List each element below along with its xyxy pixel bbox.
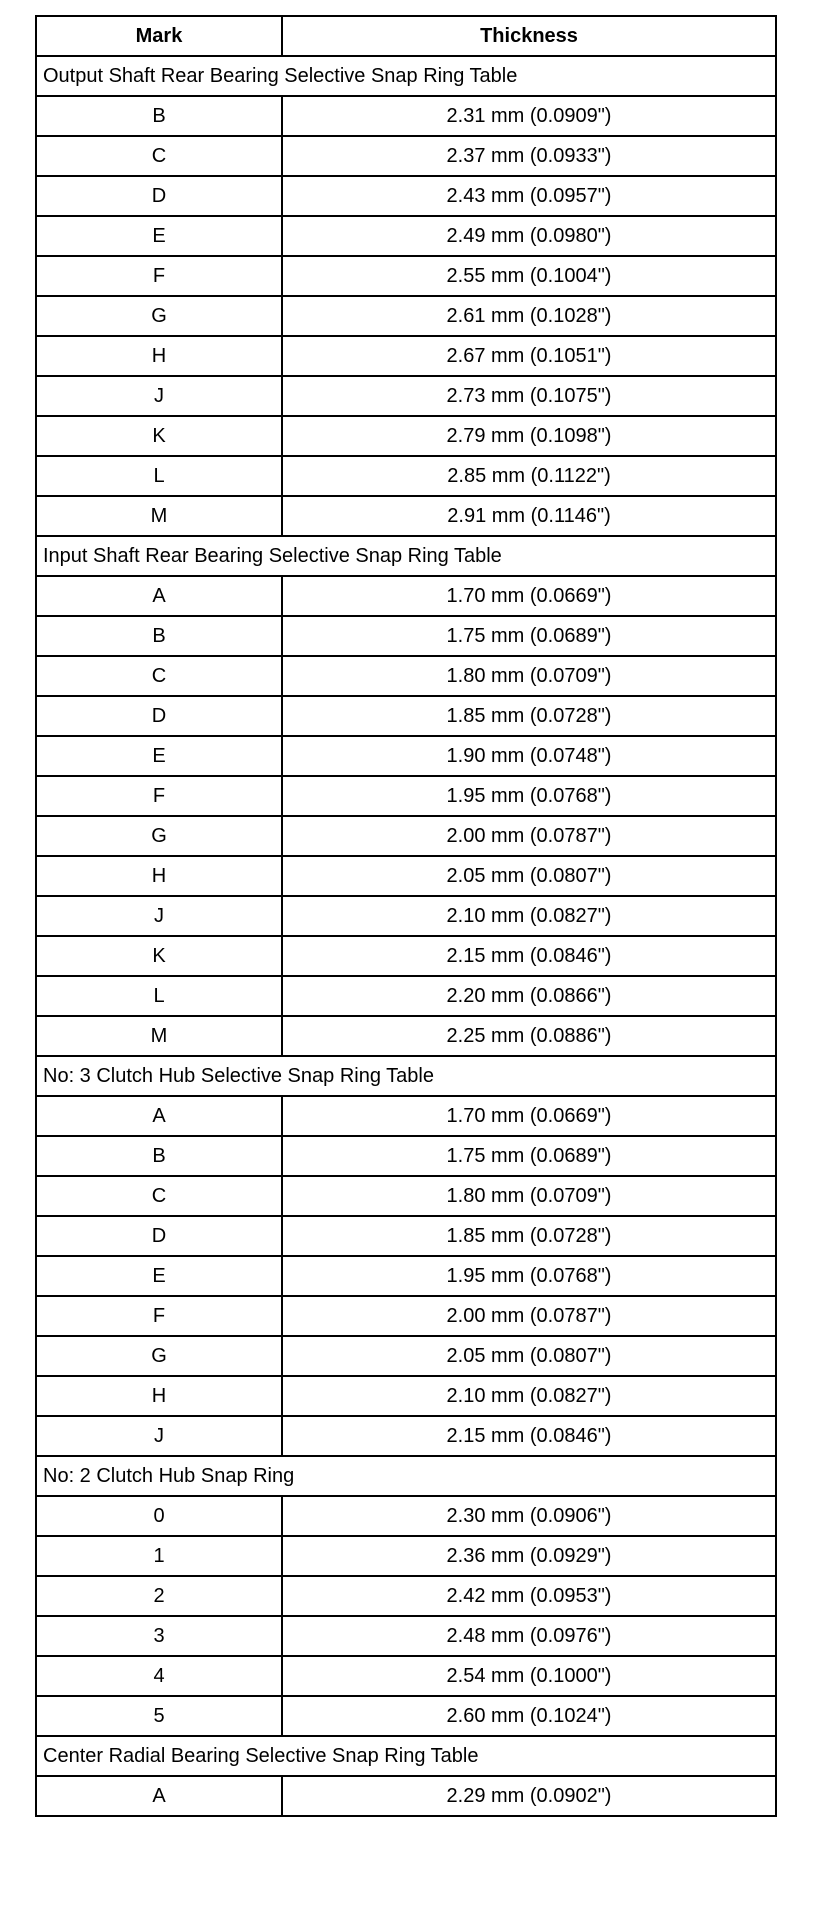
snap-ring-table	[35, 15, 777, 1817]
thickness-cell: 2.15 mm (0.0846")	[282, 1416, 776, 1456]
mark-cell: H	[36, 1376, 282, 1416]
thickness-cell: 1.70 mm (0.0669")	[282, 1096, 776, 1136]
thickness-cell: 1.85 mm (0.0728")	[282, 696, 776, 736]
table-row	[36, 1776, 776, 1816]
mark-cell: E	[36, 1256, 282, 1296]
table-row	[36, 216, 776, 256]
mark-cell: 5	[36, 1696, 282, 1736]
thickness-cell: 2.73 mm (0.1075")	[282, 376, 776, 416]
table-row	[36, 936, 776, 976]
thickness-cell: 2.20 mm (0.0866")	[282, 976, 776, 1016]
mark-cell: J	[36, 376, 282, 416]
mark-cell: F	[36, 1296, 282, 1336]
section-title-row	[36, 1456, 776, 1496]
table-body	[36, 56, 776, 1816]
mark-cell: B	[36, 616, 282, 656]
column-header-thickness: Thickness	[282, 16, 776, 56]
table-row	[36, 1416, 776, 1456]
mark-cell: C	[36, 1176, 282, 1216]
mark-cell: F	[36, 256, 282, 296]
thickness-cell: 2.00 mm (0.0787")	[282, 1296, 776, 1336]
thickness-cell: 2.30 mm (0.0906")	[282, 1496, 776, 1536]
thickness-cell: 2.31 mm (0.0909")	[282, 96, 776, 136]
mark-cell: E	[36, 216, 282, 256]
thickness-cell: 2.05 mm (0.0807")	[282, 1336, 776, 1376]
table-row	[36, 976, 776, 1016]
mark-cell: H	[36, 856, 282, 896]
table-row	[36, 1576, 776, 1616]
table-row	[36, 1376, 776, 1416]
thickness-cell: 1.70 mm (0.0669")	[282, 576, 776, 616]
mark-cell: A	[36, 576, 282, 616]
table-row	[36, 1656, 776, 1696]
thickness-cell: 2.37 mm (0.0933")	[282, 136, 776, 176]
mark-cell: A	[36, 1096, 282, 1136]
table-row	[36, 776, 776, 816]
table-row	[36, 1136, 776, 1176]
thickness-cell: 2.67 mm (0.1051")	[282, 336, 776, 376]
thickness-cell: 2.42 mm (0.0953")	[282, 1576, 776, 1616]
table-row	[36, 1176, 776, 1216]
mark-cell: D	[36, 696, 282, 736]
mark-cell: L	[36, 976, 282, 1016]
section-title-row	[36, 536, 776, 576]
table-row	[36, 1496, 776, 1536]
mark-cell: G	[36, 816, 282, 856]
table-row	[36, 256, 776, 296]
thickness-cell: 2.10 mm (0.0827")	[282, 1376, 776, 1416]
table-row	[36, 96, 776, 136]
table-row	[36, 1216, 776, 1256]
thickness-cell: 2.10 mm (0.0827")	[282, 896, 776, 936]
table-row	[36, 1096, 776, 1136]
thickness-cell: 2.60 mm (0.1024")	[282, 1696, 776, 1736]
mark-cell: E	[36, 736, 282, 776]
table-row	[36, 296, 776, 336]
table-row	[36, 376, 776, 416]
mark-cell: C	[36, 136, 282, 176]
section-title-row	[36, 1736, 776, 1776]
thickness-cell: 1.95 mm (0.0768")	[282, 776, 776, 816]
section-title: Center Radial Bearing Selective Snap Ring Table	[36, 1736, 776, 1776]
thickness-cell: 1.75 mm (0.0689")	[282, 1136, 776, 1176]
thickness-cell: 2.15 mm (0.0846")	[282, 936, 776, 976]
thickness-cell: 2.91 mm (0.1146")	[282, 496, 776, 536]
table-header-row	[36, 16, 776, 56]
table-row	[36, 856, 776, 896]
section-title: Input Shaft Rear Bearing Selective Snap Ring Table	[36, 536, 776, 576]
mark-cell: B	[36, 1136, 282, 1176]
mark-cell: F	[36, 776, 282, 816]
mark-cell: A	[36, 1776, 282, 1816]
table-row	[36, 1336, 776, 1376]
mark-cell: C	[36, 656, 282, 696]
table-row	[36, 816, 776, 856]
section-title: No: 3 Clutch Hub Selective Snap Ring Table	[36, 1056, 776, 1096]
thickness-cell: 1.90 mm (0.0748")	[282, 736, 776, 776]
mark-cell: J	[36, 1416, 282, 1456]
table-row	[36, 576, 776, 616]
thickness-cell: 2.48 mm (0.0976")	[282, 1616, 776, 1656]
table-row	[36, 1296, 776, 1336]
section-title-row	[36, 1056, 776, 1096]
table-row	[36, 1616, 776, 1656]
thickness-cell: 1.75 mm (0.0689")	[282, 616, 776, 656]
mark-cell: G	[36, 296, 282, 336]
table-row	[36, 496, 776, 536]
mark-cell: 1	[36, 1536, 282, 1576]
thickness-cell: 2.05 mm (0.0807")	[282, 856, 776, 896]
mark-cell: D	[36, 1216, 282, 1256]
mark-cell: J	[36, 896, 282, 936]
section-title: No: 2 Clutch Hub Snap Ring	[36, 1456, 776, 1496]
mark-cell: K	[36, 416, 282, 456]
table-row	[36, 1536, 776, 1576]
thickness-cell: 2.36 mm (0.0929")	[282, 1536, 776, 1576]
thickness-cell: 2.55 mm (0.1004")	[282, 256, 776, 296]
mark-cell: 0	[36, 1496, 282, 1536]
mark-cell: M	[36, 1016, 282, 1056]
mark-cell: B	[36, 96, 282, 136]
thickness-cell: 2.43 mm (0.0957")	[282, 176, 776, 216]
thickness-cell: 2.29 mm (0.0902")	[282, 1776, 776, 1816]
thickness-cell: 2.54 mm (0.1000")	[282, 1656, 776, 1696]
table-row	[36, 656, 776, 696]
table-row	[36, 456, 776, 496]
mark-cell: K	[36, 936, 282, 976]
section-title: Output Shaft Rear Bearing Selective Snap Ring Table	[36, 56, 776, 96]
mark-cell: 3	[36, 1616, 282, 1656]
table-row	[36, 696, 776, 736]
thickness-cell: 2.85 mm (0.1122")	[282, 456, 776, 496]
mark-cell: H	[36, 336, 282, 376]
thickness-cell: 2.79 mm (0.1098")	[282, 416, 776, 456]
table-row	[36, 616, 776, 656]
thickness-cell: 2.25 mm (0.0886")	[282, 1016, 776, 1056]
thickness-cell: 2.00 mm (0.0787")	[282, 816, 776, 856]
table-row	[36, 416, 776, 456]
thickness-cell: 1.95 mm (0.0768")	[282, 1256, 776, 1296]
table-row	[36, 336, 776, 376]
table-row	[36, 1016, 776, 1056]
thickness-cell: 2.61 mm (0.1028")	[282, 296, 776, 336]
column-header-mark: Mark	[36, 16, 282, 56]
mark-cell: M	[36, 496, 282, 536]
mark-cell: G	[36, 1336, 282, 1376]
thickness-cell: 1.85 mm (0.0728")	[282, 1216, 776, 1256]
table-row	[36, 1696, 776, 1736]
thickness-cell: 2.49 mm (0.0980")	[282, 216, 776, 256]
mark-cell: L	[36, 456, 282, 496]
section-title-row	[36, 56, 776, 96]
thickness-cell: 1.80 mm (0.0709")	[282, 1176, 776, 1216]
thickness-cell: 1.80 mm (0.0709")	[282, 656, 776, 696]
table-row	[36, 736, 776, 776]
mark-cell: 4	[36, 1656, 282, 1696]
table-row	[36, 136, 776, 176]
mark-cell: 2	[36, 1576, 282, 1616]
table-row	[36, 1256, 776, 1296]
mark-cell: D	[36, 176, 282, 216]
table-row	[36, 176, 776, 216]
table-row	[36, 896, 776, 936]
